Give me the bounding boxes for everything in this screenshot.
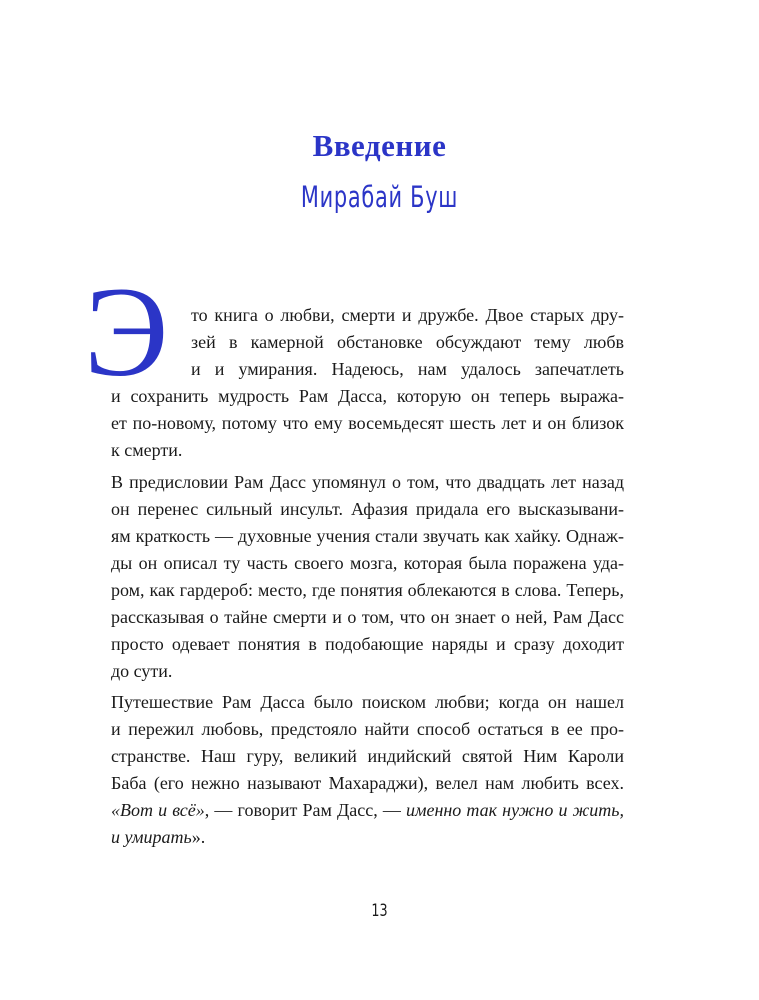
- text-line: ям краткость — духовные учения стали звучать как хайку. Однаж-: [111, 526, 624, 546]
- paragraph-3: [111, 689, 624, 851]
- paragraph-2: [111, 469, 624, 685]
- text-line: ды он описал ту часть своего мозга, которая была поражена уда-: [111, 553, 624, 573]
- text-line: Путешествие Рам Дасса было поиском любви; когда он нашел: [111, 692, 624, 712]
- text-line: просто одевает понятия в подобающие наряды и сразу доходит: [111, 634, 624, 654]
- chapter-title: Введение: [312, 128, 447, 163]
- text-line: рассказывая о тайне смерти и о том, что он знает о ней, Рам Дасс: [111, 607, 624, 627]
- text-line: Баба (его нежно называют Махараджи), велел нам любить всех.: [111, 773, 624, 793]
- text-line: В предисловии Рам Дасс упомянул о том, что двадцать лет назад: [111, 472, 624, 492]
- chapter-author: Мирабай Буш: [300, 180, 459, 214]
- quote-close: ».: [191, 827, 206, 847]
- text-line: и сохранить мудрость Рам Дасса, которую он теперь выража-: [111, 386, 624, 406]
- text-fragment: зей в камерной обстановке обсуждают тему любв: [191, 332, 624, 352]
- text-line: [191, 329, 624, 356]
- text-line: странстве. Наш гуру, великий индийский святой Ним Кароли: [111, 746, 624, 766]
- quote-line: [111, 824, 624, 851]
- paragraph-1: [111, 302, 624, 464]
- quote-italic: и умирать: [111, 827, 192, 847]
- page-number: 13: [371, 901, 388, 921]
- quote-attribution: , — говорит Рам Дасс, —: [204, 800, 406, 820]
- text-line: ет по-новому, потому что ему восемьдесят шесть лет и он близок: [111, 413, 624, 433]
- text-line: и и умирания. Надеюсь, нам удалось запечатлеть: [191, 359, 624, 379]
- text-line: то книга о любви, смерти и дружбе. Двое старых дру-: [191, 305, 624, 325]
- text-line: и пережил любовь, предстояло найти способ остаться в ее про-: [111, 719, 624, 739]
- quote-italic: именно так нужно и жить,: [405, 800, 624, 820]
- quote-italic: «Вот и всё»: [111, 800, 205, 820]
- text-line: до сути.: [111, 661, 173, 681]
- quote-line: [111, 797, 624, 824]
- text-line: к смерти.: [111, 440, 183, 460]
- text-line: он перенес сильный инсульт. Афазия придала его высказывани-: [111, 499, 624, 519]
- drop-cap: Э: [84, 261, 169, 403]
- text-line: ром, как гардероб: место, где понятия облекаются в слова. Теперь,: [111, 580, 624, 600]
